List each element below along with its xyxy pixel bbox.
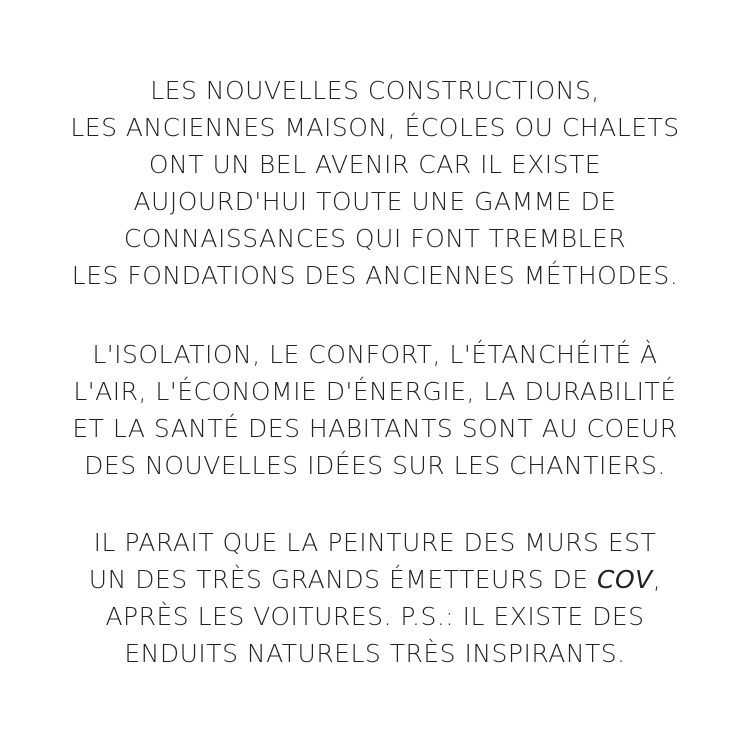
paragraph-insulation-comfort	[40, 336, 710, 484]
text-line: DES NOUVELLES IDÉES SUR LES CHANTIERS.	[84, 451, 666, 480]
text-line: ONT UN BEL AVENIR CAR IL EXISTE	[148, 150, 602, 179]
text-line: LES FONDATIONS DES ANCIENNES MÉTHODES.	[71, 261, 679, 290]
text-line: LES ANCIENNES MAISON, ÉCOLES OU CHALETS	[70, 113, 680, 142]
text-line	[40, 561, 710, 598]
text-line-start: UN DES TRÈS GRANDS ÉMETTEURS DE	[88, 565, 597, 594]
text-line: IL PARAIT QUE LA PEINTURE DES MURS EST	[93, 528, 657, 557]
paragraph-wall-paint	[40, 524, 710, 672]
text-line: L'AIR, L'ÉCONOMIE D'ÉNERGIE, LA DURABILITÉ	[73, 377, 677, 406]
paragraph-new-constructions	[40, 72, 710, 294]
text-line: L'ISOLATION, LE CONFORT, L'ÉTANCHÉITÉ À	[92, 340, 658, 369]
text-line: APRÈS LES VOITURES. P.S.: IL EXISTE DES	[105, 602, 645, 631]
text-line: LES NOUVELLES CONSTRUCTIONS,	[150, 76, 600, 105]
text-line: ET LA SANTÉ DES HABITANTS SONT AU COEUR	[72, 414, 678, 443]
text-line-end: ,	[652, 565, 662, 594]
text-line: ENDUITS NATURELS TRÈS INSPIRANTS.	[124, 639, 626, 668]
text-line: CONNAISSANCES QUI FONT TREMBLER	[123, 224, 627, 253]
cov-emphasis: COV	[597, 565, 653, 594]
text-line: AUJOURD'HUI TOUTE UNE GAMME DE	[133, 187, 617, 216]
